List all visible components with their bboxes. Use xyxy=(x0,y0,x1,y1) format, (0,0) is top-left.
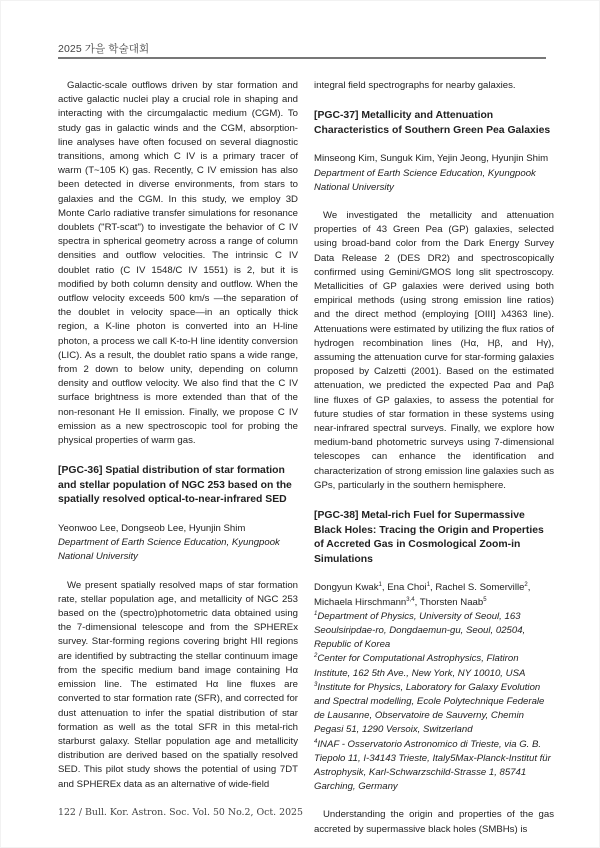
abstract-body: We present spatially resolved maps of star formation rate, stellar population age, and metallicity of NGC 253 based on the (spectro)photometric data obtained using the 7-dimensional telescope and from the SPHEREx survey. Star-forming regions covering bright HII regions are identified by subtracting the stellar continuum image from the specific medium band image containing Hα emission line. The estimated Hα line fluxes are converted to star formation rate (SFR), and corrected for dust attenuation to infer the spatial distribution of star formation as well as the total SFR in this metal-rich starburst galaxy. Stellar population age and metallicity distribution are derived based on the spatially resolved SED. This pilot study shows the potential of using 7DT and SPHEREx data as an alternative of wide-field xyxy=(58,579,298,790)
abstract-title: [PGC-36] Spatial distribution of star formation and stellar population of NGC 253 based on the spatially resolved optical-to-near-infrared SED xyxy=(58,465,292,506)
continued-abstract: Galactic-scale outflows driven by star formation and active galactic nuclei play a crucial role in shaping and interacting with the circumgalactic medium (CGM). To study gas in galactic winds and the CGM, absorption-line analyses have often focused on several diagnostic transitions, among which C IV is a primary tracer of warm (T~105 K) gas. Recently, C IV emission has also been detected in diverse environments, from stars to galaxies and the CGM. In this study, we employ 3D Monte Carlo radiative transfer simulations for resonance doublets ("RT-scat") to investigate the behavior of C IV spectra in spherical geometry across a range of column densities and outflow velocities. The intrinsic C IV doublet ratio (C IV 1548/C IV 1551) is 2, but it is modified by both column density and outflow. When the outflow velocity exceeds 500 km/s —the separation of the doublet in velocity space—in an optically thick region, a K-line photon is converted into an H-line photon, a process we call K-to-H line identity conversion (LIC). As a result, the doublet ratio spans a wide range, from 2 down to below unity, depending on column density and outflow velocity. We also find that the C IV surface brightness is more extended than that of the non-resonant He II emission. Finally, we propose C IV emission as a new spectroscopic tool for probing the physical properties of warm gas. xyxy=(58,80,298,447)
abstract-body: We investigated the metallicity and attenuation properties of 43 Green Pea (GP) galaxies, selected using broad-band color from the Dark Energy Survey Data Release 2 (DES DR2) and spectroscopically confirmed using Gemini/GMOS long slit spectroscopy. Metallicities of GP galaxies were derived using both empirical methods (using strong emission line ratios) and the direct method (employing [OIII] λ4363 line). Attenuations were estimated by utilizing the flux ratios of hydrogen recombination lines (Hα, Hβ, and Hγ), assuming the attenuation curve for star-forming galaxies proposed by Calzetti (2001). Based on the estimated attenuation, we predicted the expected Paα and Paβ line fluxes of GP galaxies, to assess the potential for future studies of star formation in these systems using near-infrared spectral surveys. Finally, we explore how medium-band photometric surveys using 7-dimensional telescopes can enhance the identification and characterization of strong emission line galaxies such as GPs, particularly in the southern hemisphere. xyxy=(314,210,554,491)
abstract-pgc-38 xyxy=(314,509,554,837)
author-list: Yeonwoo Lee, Dongseob Lee, Hyunjin Shim xyxy=(58,523,246,535)
author: Michaela Hirschmann$^{3,4}$, xyxy=(314,596,420,608)
abstract-title: [PGC-37] Metallicity and Attenuation Characteristics of Southern Green Pea Galaxies xyxy=(314,110,551,136)
author-block xyxy=(58,522,298,565)
abstract-title: [PGC-38] Metal-rich Fuel for Supermassive Black Holes: Tracing the Origin and Properties of Accreted Gas in Cosmological Zoom-in Simulations xyxy=(314,510,544,565)
abstract-pgc-37 xyxy=(314,109,554,493)
author-block xyxy=(314,152,554,195)
author: Dongyun Kwak$^1$, xyxy=(314,582,388,594)
journal-page xyxy=(1,1,599,847)
author-block xyxy=(314,581,554,794)
affiliation: Department of Earth Science Education, Kyungpook National University xyxy=(314,167,536,193)
header-rule xyxy=(58,57,546,59)
page-footer-citation: 122 / Bull. Kor. Astron. Soc. Vol. 50 No.2, Oct. 2025 xyxy=(58,807,303,818)
abstract-pgc-36 xyxy=(58,464,298,791)
running-header: 2025 가을 학술대회 xyxy=(58,43,150,55)
author: Rachel S. Somerville$^2$, xyxy=(435,582,531,594)
affiliation: $^1$Department of Physics, University of Seoul, 163 Seoulsiripdae-ro, Dongdaemun-gu, Seoul, 02504, Republic of Korea xyxy=(314,610,526,651)
affiliation: Department of Earth Science Education, Kyungpook National University xyxy=(58,537,280,563)
left-column xyxy=(58,79,298,792)
abstract-body: Understanding the origin and properties of the gas accreted by supermassive black holes (SMBHs) is xyxy=(314,809,554,835)
author: Thorsten Naab$^5$ xyxy=(419,596,487,608)
right-column xyxy=(314,79,554,837)
author-list xyxy=(314,581,554,609)
continued-abstract: integral field spectrographs for nearby galaxies. xyxy=(314,80,516,91)
affiliation: $^2$Center for Computational Astrophysics, Flatiron Institute, 162 5th Ave., New York, NY 10010, USA xyxy=(314,653,526,679)
author-list: Minseong Kim, Sunguk Kim, Yejin Jeong, Hyunjin Shim xyxy=(314,153,549,165)
affiliation: $^4$INAF - Osservatorio Astronomico di Trieste, via G. B. Tiepolo 11, I-34143 Trieste, Italy5Max-Planck-Institut für Astrophysik, Karl-Schwarzschild-Strasse 1, 85741 Garching, Germany xyxy=(314,738,551,793)
author: Ena Choi$^1$, xyxy=(387,582,436,594)
affiliation: $^3$Institute for Physics, Laboratory for Galaxy Evolution and Spectral modelling, Ecole Polytechnique Federale de Lausanne, Observatoire de Sauverny, Chemin Pegasi 51, 1290 Versoix, Switzerland xyxy=(314,681,545,736)
